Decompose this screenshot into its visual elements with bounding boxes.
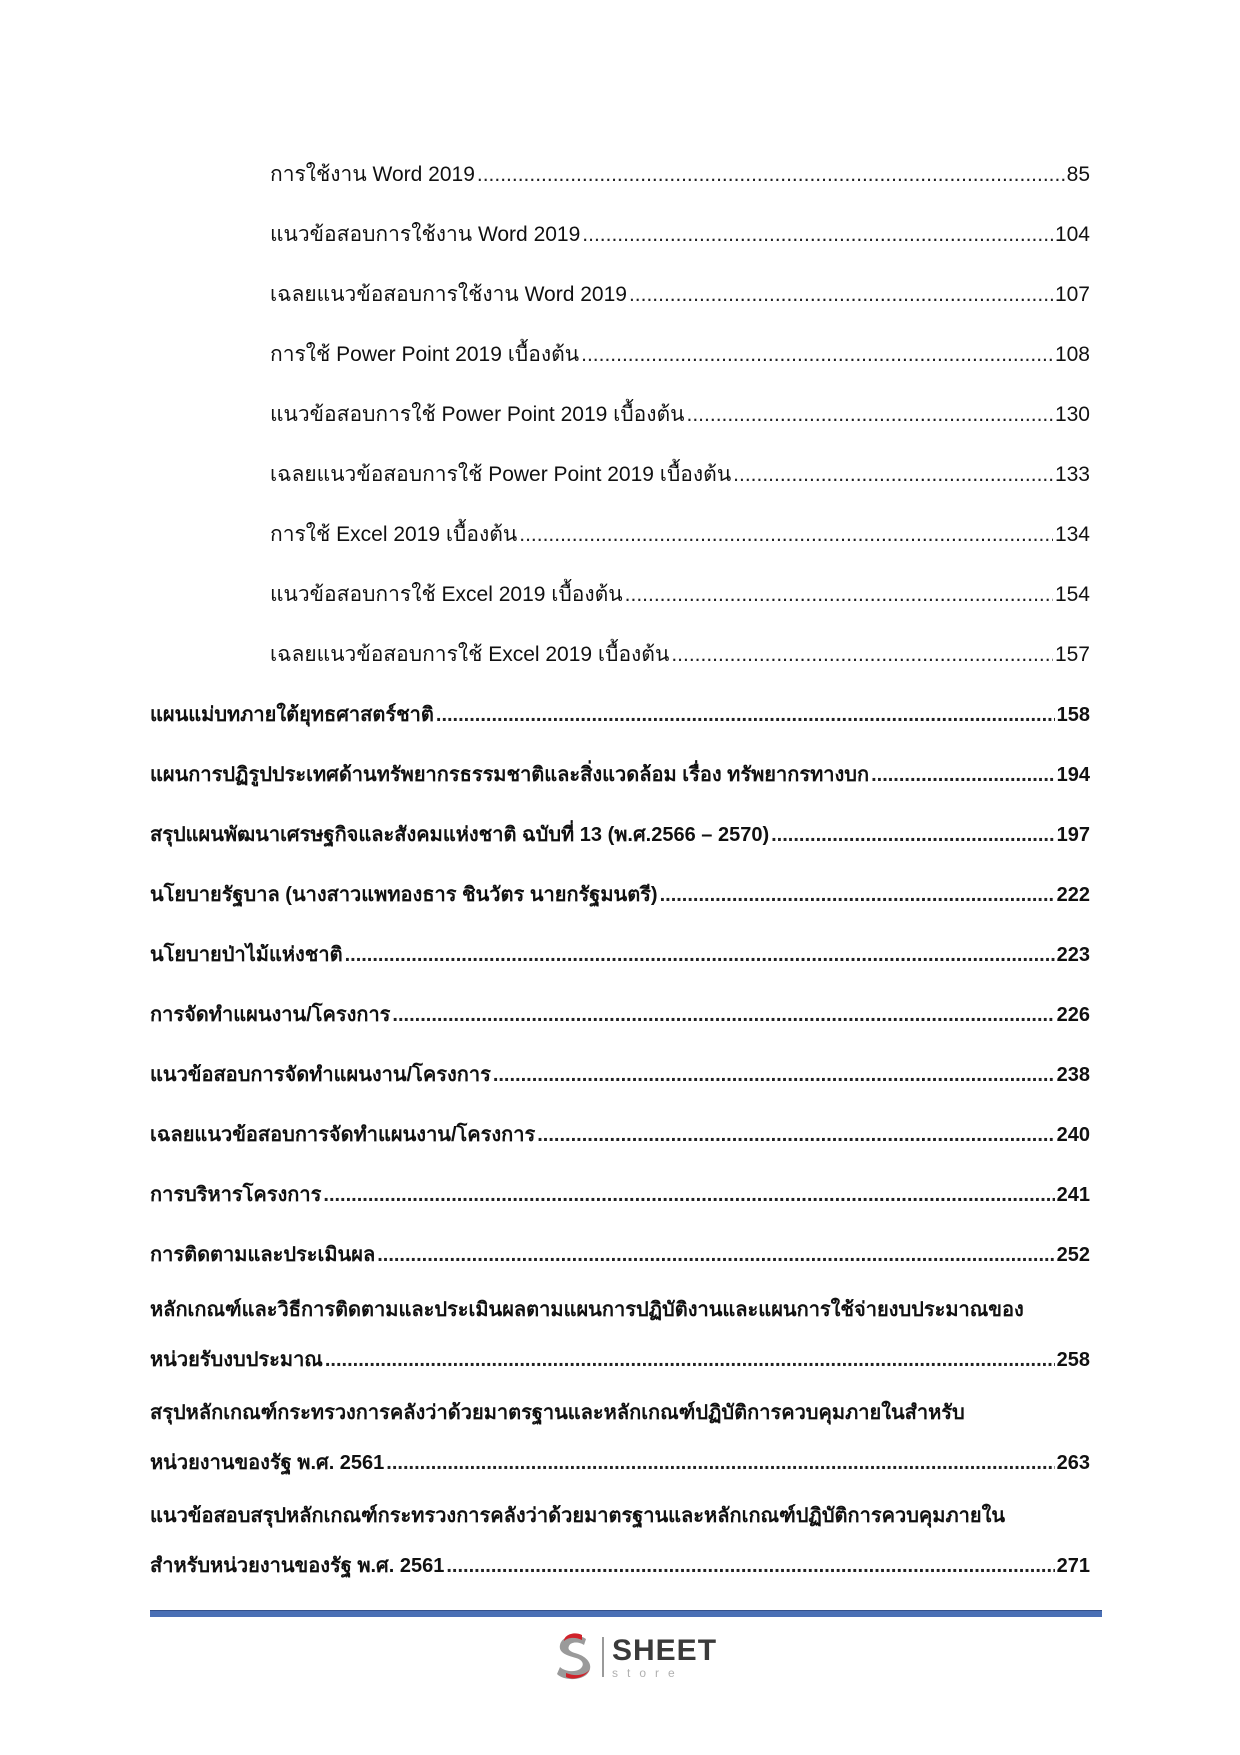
dot-leader (377, 1244, 1054, 1267)
logo-subword: store (612, 1665, 684, 1680)
dot-leader (771, 824, 1055, 847)
toc-entry[interactable] (270, 218, 1090, 251)
toc-entry-label: แผนแม่บทภายใต้ยุทธศาสตร์ชาติ (150, 704, 434, 726)
toc-entry[interactable] (270, 578, 1090, 611)
toc-entry-label: แนวข้อสอบการใช้ Power Point 2019 เบื้องต้น (270, 403, 685, 426)
toc-entry[interactable] (150, 818, 1090, 850)
toc-entry-label: เฉลยแนวข้อสอบการจัดทำแผนงาน/โครงการ (150, 1124, 536, 1146)
toc-entry-page: 130 (1054, 403, 1090, 426)
toc-entry-label: นโยบายป่าไม้แห่งชาติ (150, 944, 343, 966)
logo-separator (602, 1637, 604, 1677)
toc-entry-page: 241 (1056, 1184, 1090, 1206)
toc-entry[interactable] (270, 518, 1090, 551)
toc-entry-label-line1: สรุปหลักเกณฑ์กระทรวงการคลังว่าด้วยมาตรฐานและหลักเกณฑ์ปฏิบัติการควบคุมภายในสำหรับ (150, 1402, 965, 1424)
toc-entry-label: การติดตามและประเมินผล (150, 1244, 376, 1266)
toc-entry-label: การบริหารโครงการ (150, 1184, 322, 1206)
logo-word: SHEET (612, 1633, 718, 1667)
toc-entry-page: 197 (1056, 824, 1090, 846)
toc-entry[interactable] (150, 758, 1090, 790)
toc-entry-page: 104 (1054, 223, 1090, 246)
dot-leader (446, 1555, 1054, 1578)
dot-leader (325, 1349, 1055, 1372)
dot-leader (660, 884, 1055, 907)
dot-leader (493, 1064, 1055, 1087)
toc-entry[interactable] (150, 1238, 1090, 1270)
toc-entry[interactable] (150, 878, 1090, 910)
dot-leader (386, 1452, 1054, 1475)
dot-leader (871, 764, 1055, 787)
toc-entry[interactable] (270, 458, 1090, 491)
dot-leader (687, 403, 1053, 427)
toc-entry[interactable] (150, 1549, 1090, 1581)
toc-entry[interactable] (270, 338, 1090, 371)
toc-entry-label: การใช้งาน Word 2019 (270, 163, 475, 186)
toc-entry-page: 263 (1056, 1452, 1090, 1474)
toc-entry[interactable] (270, 638, 1090, 671)
toc-entry-label: นโยบายรัฐบาล (นางสาวแพทองธาร ชินวัตร นายกรัฐมนตรี) (150, 884, 658, 906)
toc-entry-page: 258 (1056, 1349, 1090, 1371)
toc-entry[interactable] (150, 1058, 1090, 1090)
toc-entry-page: 157 (1054, 643, 1090, 666)
dot-leader (629, 283, 1053, 307)
toc-entry-page: 222 (1056, 884, 1090, 906)
toc-entry[interactable] (150, 1446, 1090, 1478)
toc-entry-page: 154 (1054, 583, 1090, 606)
toc-entry-label: แนวข้อสอบการใช้ Excel 2019 เบื้องต้น (270, 583, 623, 606)
dot-leader (519, 523, 1053, 547)
toc-entry-page: 252 (1056, 1244, 1090, 1266)
toc-entry[interactable] (270, 158, 1090, 191)
toc-entry-label: การใช้ Power Point 2019 เบื้องต้น (270, 343, 580, 366)
toc-entry[interactable] (150, 1343, 1090, 1375)
toc-entry-page: 133 (1054, 463, 1090, 486)
toc-entry-page: 194 (1056, 764, 1090, 786)
toc-entry[interactable] (150, 1178, 1090, 1210)
toc-entry-page: 226 (1056, 1004, 1090, 1026)
dot-leader (581, 343, 1053, 367)
toc-entry-page: 134 (1054, 523, 1090, 546)
dot-leader (733, 463, 1053, 487)
toc-entry[interactable] (150, 698, 1090, 730)
dot-leader (436, 704, 1055, 727)
dot-leader (671, 643, 1053, 667)
toc-entry-page: 238 (1056, 1064, 1090, 1086)
dot-leader (392, 1004, 1054, 1027)
toc-entry-page: 223 (1056, 944, 1090, 966)
toc-entry-label: การจัดทำแผนงาน/โครงการ (150, 1004, 391, 1026)
toc-entry-label: แผนการปฏิรูปประเทศด้านทรัพยากรธรรมชาติและสิ่งแวดล้อม เรื่อง ทรัพยากรทางบก (150, 764, 870, 786)
footer-rule (150, 1610, 1102, 1617)
sheet-store-logo (552, 1631, 717, 1683)
dot-leader (537, 1124, 1054, 1147)
toc-entry-label: แนวข้อสอบการใช้งาน Word 2019 (270, 223, 581, 246)
dot-leader (625, 583, 1053, 607)
toc-entry-page: 240 (1056, 1124, 1090, 1146)
dot-leader (582, 223, 1053, 247)
dot-leader (323, 1184, 1054, 1207)
toc-entry-label: การใช้ Excel 2019 เบื้องต้น (270, 523, 518, 546)
toc-entry-label-line1: หลักเกณฑ์และวิธีการติดตามและประเมินผลตามแผนการปฏิบัติงานและแผนการใช้จ่ายงบประมาณของ (150, 1299, 1024, 1321)
toc-entry-label: เฉลยแนวข้อสอบการใช้ Power Point 2019 เบื้องต้น (270, 463, 732, 486)
toc-entry[interactable] (270, 278, 1090, 311)
toc-entry[interactable] (150, 998, 1090, 1030)
toc-entry-label: สำหรับหน่วยงานของรัฐ พ.ศ. 2561 (150, 1555, 445, 1577)
dot-leader (477, 163, 1065, 187)
toc-entry-page: 85 (1066, 163, 1090, 186)
logo-text (612, 1633, 718, 1680)
toc-entry-label: หน่วยรับงบประมาณ (150, 1349, 323, 1371)
toc-entry-label: เฉลยแนวข้อสอบการใช้งาน Word 2019 (270, 283, 627, 306)
toc-entry[interactable] (150, 1118, 1090, 1150)
toc-entry-label: สรุปแผนพัฒนาเศรษฐกิจและสังคมแห่งชาติ ฉบับที่ 13 (พ.ศ.2566 – 2570) (150, 824, 770, 846)
toc-entry-label-line1: แนวข้อสอบสรุปหลักเกณฑ์กระทรวงการคลังว่าด้วยมาตรฐานและหลักเกณฑ์ปฏิบัติการควบคุมภายใน (150, 1505, 1006, 1527)
toc-entry[interactable] (150, 938, 1090, 970)
toc-entry-label: เฉลยแนวข้อสอบการใช้ Excel 2019 เบื้องต้น (270, 643, 670, 666)
toc-entry[interactable] (270, 398, 1090, 431)
toc-entry-page: 107 (1054, 283, 1090, 306)
toc-entry-page: 108 (1054, 343, 1090, 366)
toc-entry-page: 271 (1056, 1555, 1090, 1577)
sheet-store-s-icon (552, 1631, 596, 1683)
toc-entry-label: แนวข้อสอบการจัดทำแผนงาน/โครงการ (150, 1064, 491, 1086)
dot-leader (345, 944, 1055, 967)
toc-entry-page: 158 (1056, 704, 1090, 726)
toc-entry-label: หน่วยงานของรัฐ พ.ศ. 2561 (150, 1452, 385, 1474)
